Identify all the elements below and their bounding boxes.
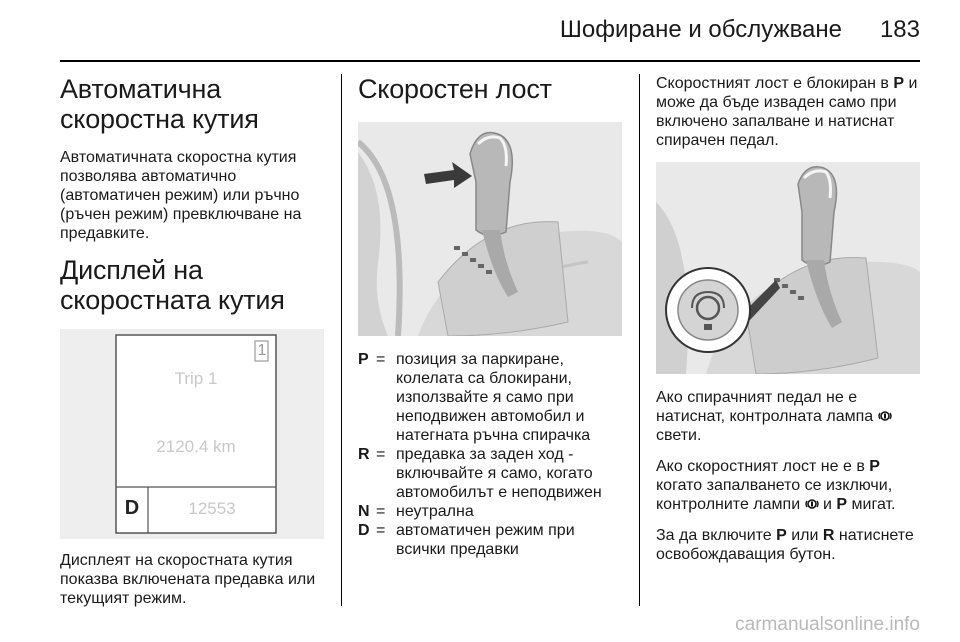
text-span: и [818, 496, 837, 513]
release-button-paragraph [656, 526, 921, 564]
display-odometer: 12553 [188, 499, 236, 518]
legend-key: N [358, 503, 370, 520]
selector-lever-figure [358, 122, 622, 336]
column-2 [358, 74, 623, 559]
gear-letter: P [893, 75, 904, 92]
release-button-illustration [656, 162, 920, 374]
legend-key: R [358, 446, 370, 463]
brake-warning-lamp-icon [878, 409, 892, 423]
text-span: натиснете освобождаващия бутон. [656, 527, 914, 563]
legend-description: автоматичен режим при всички предавки [396, 522, 575, 558]
running-header-title: Шофиране и обслужване [559, 16, 842, 43]
selector-lever-illustration [358, 122, 622, 336]
text-span: и може да бъде изваден само при включено запалване и натиснат спирачен педал. [656, 75, 918, 149]
watermark: carmanualsonline.info [735, 614, 920, 635]
legend-row-n [358, 502, 623, 521]
column-1 [60, 74, 325, 620]
text-span: Ако скоростният лост не е в [656, 458, 870, 475]
text-span: свети. [656, 427, 702, 444]
display-trip-label: Trip 1 [174, 369, 218, 388]
release-button-figure [656, 162, 920, 374]
section-heading-transmission-display: Дисплей на скоростната кутия [60, 255, 285, 315]
display-figure [60, 329, 324, 539]
gear-legend [358, 350, 623, 559]
column-3 [656, 74, 921, 576]
lever-locked-paragraph [656, 74, 921, 150]
header-rule [60, 60, 920, 62]
brake-pedal-paragraph [656, 388, 921, 445]
legend-equals: = [376, 503, 386, 520]
intro-paragraph: Автоматичната скоростна кутия позволява автоматично (автоматичен режим) или ръчно (ръчен режим) превключване на предавките. [60, 149, 302, 242]
legend-description: неутрална [396, 503, 474, 520]
legend-equals: = [376, 446, 386, 463]
display-caption: Дисплеят на скоростната кутия показва включената предавка или текущият режим. [60, 552, 316, 607]
text-span: Скоростният лост е блокиран в [656, 75, 894, 92]
column-divider-right [639, 74, 640, 606]
text-span: или [786, 527, 823, 544]
text-span: мигат. [847, 496, 896, 513]
column-divider-left [341, 74, 342, 606]
legend-equals: = [376, 351, 386, 368]
legend-key: P [358, 351, 369, 368]
gear-letter: P [869, 458, 880, 475]
display-gear-indicator: D [124, 497, 140, 519]
legend-description: позиция за паркиране, колелата са блокирани, използвайте я само при неподвижен автомобил и натегната ръчна спирачка [396, 351, 591, 444]
ignition-off-paragraph [656, 457, 921, 514]
brake-warning-lamp-icon [805, 497, 819, 511]
text-span: Ако спирачният педал не е натиснат, контролната лампа [656, 389, 878, 425]
gear-letter: P [776, 527, 787, 544]
section-heading-selector-lever: Скоростен лост [358, 74, 552, 104]
page-number: 183 [879, 16, 920, 43]
legend-description: предавка за заден ход - включвайте я само, когато автомобилът е неподвижен [396, 446, 602, 501]
gear-letter: P [836, 496, 848, 513]
legend-row-r [358, 445, 623, 502]
gear-letter: R [822, 527, 835, 544]
legend-row-p [358, 350, 623, 445]
display-corner-indicator: 1 [257, 342, 267, 359]
section-heading-automatic-transmission: Автоматична скоростна кутия [60, 74, 259, 134]
legend-key: D [358, 522, 370, 539]
legend-equals: = [376, 522, 386, 539]
text-span: когато запалването се изключи, контролните лампи [656, 477, 893, 513]
text-span: За да включите [656, 527, 777, 544]
display-trip-value: 2120.4 km [156, 437, 236, 456]
legend-row-d [358, 521, 623, 559]
